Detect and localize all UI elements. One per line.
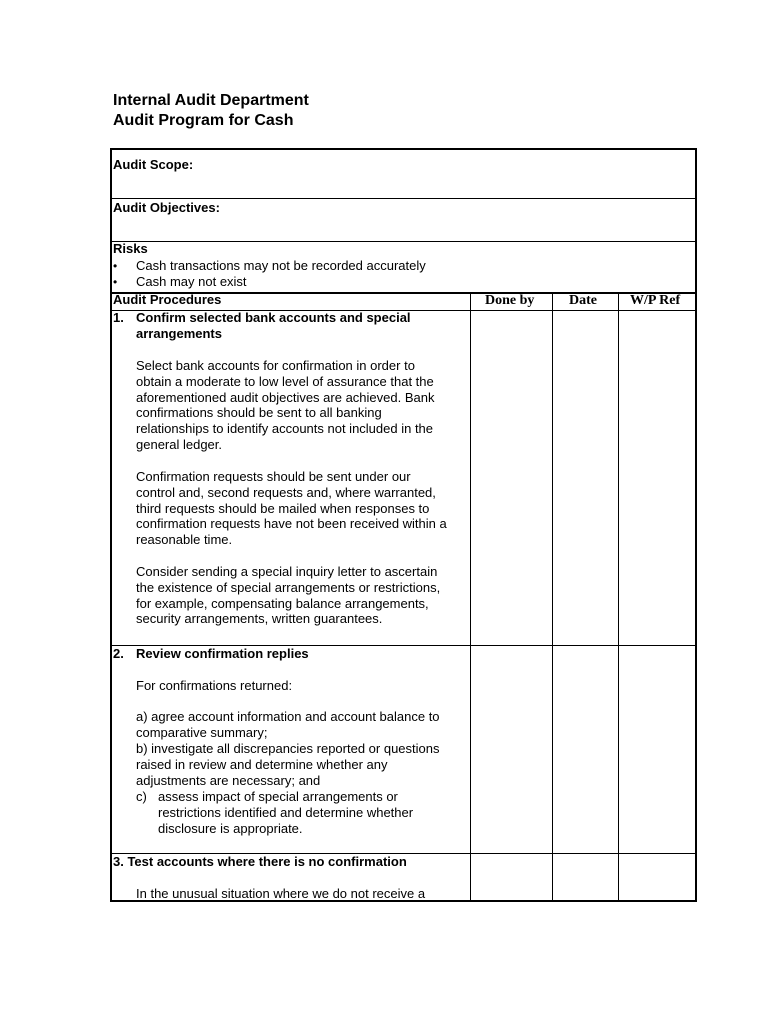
audit-objectives-label: Audit Objectives: <box>113 200 220 215</box>
col-divider-done-by <box>470 292 471 902</box>
department-title: Internal Audit Department <box>113 92 309 109</box>
procedure-title-continued: arrangements <box>136 326 222 341</box>
procedure-item-c: assess impact of special arrangements or restrictions identified and determine whether disclosure is appropriate. <box>158 789 414 836</box>
procedure-number: 2. <box>113 646 124 661</box>
divider-objectives <box>110 241 697 242</box>
header-date: Date <box>569 293 597 308</box>
procedure-paragraph: Select bank accounts for confirmation in order to obtain a moderate to low level of assurance that the aforementioned audit objectives are achieved. Bank confirmations should be sent to all banking relationships to identify accounts not included in the general ledger. <box>136 358 435 452</box>
col-divider-wp-ref <box>618 292 619 902</box>
bullet-icon: • <box>113 259 118 273</box>
risk-item: Cash transactions may not be recorded accurately <box>136 258 426 273</box>
procedure-title: 3. Test accounts where there is no confirmation <box>113 854 407 869</box>
divider-scope <box>110 198 697 199</box>
procedure-number: 1. <box>113 310 124 325</box>
procedure-item-b: b) investigate all discrepancies reported or questions raised in review and determine whether any adjustments are necessary; and <box>136 741 440 788</box>
risks-label: Risks <box>113 241 148 256</box>
document-header <box>113 91 309 131</box>
procedure-intro: For confirmations returned: <box>136 678 293 693</box>
header-done-by: Done by <box>485 293 535 308</box>
procedure-title: Confirm selected bank accounts and special <box>136 310 411 325</box>
procedure-item-c-label: c) <box>136 789 147 804</box>
program-title: Audit Program for Cash <box>113 112 294 129</box>
procedure-text: In the unusual situation where we do not receive a <box>136 886 426 901</box>
bullet-icon: • <box>113 275 118 289</box>
col-divider-date <box>552 292 553 902</box>
header-audit-procedures: Audit Procedures <box>113 292 222 307</box>
procedure-title: Review confirmation replies <box>136 646 309 661</box>
procedure-item-a: a) agree account information and account balance to comparative summary; <box>136 709 440 740</box>
header-wp-ref: W/P Ref <box>630 293 681 308</box>
risk-item: Cash may not exist <box>136 274 247 289</box>
audit-scope-label: Audit Scope: <box>113 157 194 172</box>
procedure-paragraph: Consider sending a special inquiry letter to ascertain the existence of special arrangements or restrictions, for example, compensating balance arrangements, security arrangements, written guarantees. <box>136 564 441 627</box>
procedure-paragraph: Confirmation requests should be sent under our control and, second requests and, where warranted, third requests should be mailed when responses to confirmation requests have not been received within a reasonable time. <box>136 469 447 548</box>
